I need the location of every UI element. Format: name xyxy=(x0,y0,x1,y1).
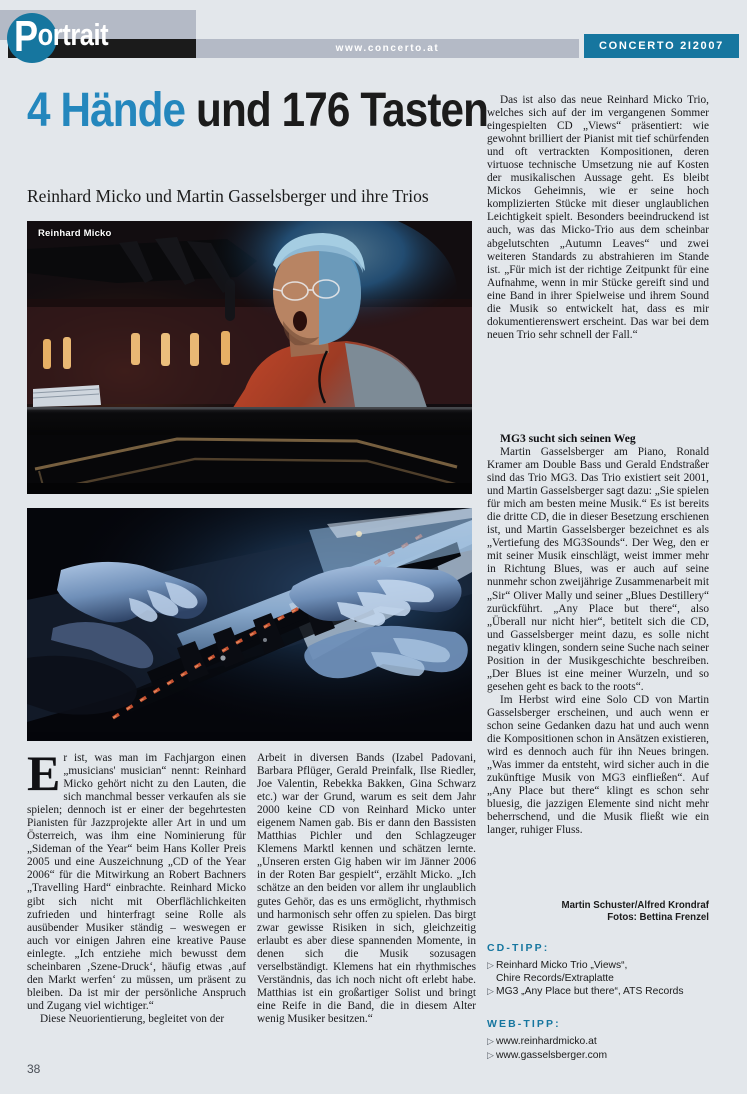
paragraph: Arbeit in diversen Bands (Izabel Padovani, Barbara Pflüger, Gerald Preinfalk, Ilse Riedler, Joe Valentin, Rebekka Bakken, Gina Schwarz etc.) war der Grund, warum es seit dem Jahr 2000 keine CD von Reinhard Micko unter eigenem Namen gab. Bis er dann den Bassisten Matthias Pichler und den Schlagzeuger Klemens Marktl kennen und schätzen lernte. „Unseren ersten Gig haben wir im Jänner 2006 in der Roten Bar gespielt“, erzählt Micko. „Ich schätze an den beiden vor allem ihr unglaublich gutes Gehör, das es uns ermöglicht, rhythmisch und harmonisch sehr offen zu spielen. Das birgt zwar gewisse Risiken in sich, gleichzeitig erlaubt es aber diese spannenden Momente, in denen sich die Musik sozusagen verselbständigt. Klemens hat ein rhythmisches Verständnis, das ich noch nicht oft erlebt habe. Matthias ist ein großartiger Solist und bringt eine Reife in die Band, die in diesem Alter wenig Musiker besitzen.“ xyxy=(257,752,476,1025)
page-subtitle: Reinhard Micko und Martin Gasselsberger und ihre Trios xyxy=(27,186,429,206)
website-url: www.concerto.at xyxy=(335,43,440,54)
credit-authors: Martin Schuster/Alfred Krondraf xyxy=(561,900,709,911)
list-item xyxy=(487,959,715,973)
paragraph: Diese Neuorientierung, begleitet von der xyxy=(40,1012,225,1025)
drop-cap: E xyxy=(27,745,61,801)
page-number: 38 xyxy=(27,1062,41,1076)
cd-tip-box xyxy=(487,942,715,999)
web-tip-box xyxy=(487,1018,715,1062)
page-header xyxy=(0,0,747,72)
photo-1-caption: Reinhard Micko xyxy=(38,228,112,239)
bullet-triangle-icon: ▷ xyxy=(487,960,494,970)
list-item[interactable] xyxy=(487,1035,715,1049)
body-column-right-bottom xyxy=(487,432,709,837)
photo-four-hands xyxy=(27,508,472,741)
page-title xyxy=(27,84,489,137)
bullet-triangle-icon: ▷ xyxy=(487,1049,494,1060)
credit-photos: Fotos: Bettina Frenzel xyxy=(607,912,709,924)
web-tip-link[interactable]: www.gasselsberger.com xyxy=(496,1049,608,1061)
section-label-capital: P xyxy=(14,12,38,61)
paragraph-text: r ist, was man im Fachjargon einen „musicians' musician“ nennt: Reinhard Micko gehört nicht zu den Lauten, die sich manchmal besser verkaufen als sie spielen; dennoch ist er einer der begehrtesten Pianisten für Jazzprojekte aller Art in und um Österreich, was ihm eine Nominierung für „Sideman of the Year“ beim Hans Koller Preis 2005 und eine Auszeichnung „CD of the Year 2006“ für die Mitwirkung an Robert Bachners „Travelling Hard“ einbrachte. Reinhard Micko gibt sich nicht mit Oberflächlichkeiten zufrieden und hinterfragt seine Rolle als ausübender Musiker ständig – weswegen er auch vor einigen Jahren eine kreative Pause einlegte. „Ich entziehe mich bewusst dem scheinbaren ‚Szene-Druck‘, häufig etwas ‚auf den Markt werfen‘ zu müssen, um präsent zu bleiben. Da ist mir der persönliche Anspruch und Zugang viel wichtiger.“ xyxy=(27,752,246,1012)
cd-tip-item-text: Reinhard Micko Trio „Views“, xyxy=(496,960,628,971)
cd-tip-item-text-cont: Chire Records/Extraplatte xyxy=(496,972,614,984)
photo-2-artwork xyxy=(27,508,472,741)
web-tip-title: WEB-TIPP: xyxy=(487,1018,561,1030)
paragraph: Martin Gasselsberger am Piano, Ronald Kramer am Double Bass und Gerald Endstraßer sind das Trio MG3. Das Trio existiert seit 2001, und Martin Gasselsberger sagt dazu: „Sie spielen für mich am besten meine Musik.“ Es ist bereits die dritte CD, die in dieser Besetzung erschienen ist, und Martin Gasselsberger bezeichnet es als „Vertiefung des MG3Sounds“. Der Weg, den er mit seiner Musik einschlägt, weist immer mehr in Richtung Blues, was er auch auf seine nunmehr schon zweijährige Zusammenarbeit mit „Sir“ Oliver Mally und seiner „Blues Destillery“ zurückführt. „Any Place but there“, also „Überall nur nicht hier“, betitelt sich die CD, und Gasselsberger meint dazu, es solle nicht negativ klingen, sondern seine Suche nach seiner Position in der Musikgeschichte beschreiben. „Der Blues ist eine meiner Wurzeln, und so gesehen geht es back to the roots“. xyxy=(487,446,709,693)
bullet-triangle-icon: ▷ xyxy=(487,986,494,997)
paragraph: Im Herbst wird eine Solo CD von Martin Gasselsberger erscheinen, und auch wenn er schon seine Gedanken dazu hat und auch wenn die Kompositionen schon in Ansätzen existieren, wird es dennoch auch für ihn Neues bringen. „Was immer da entsteht, wird sicher auch in die zukünftige Musik von MG3 einfließen“. Auf „Any Place but there“ klingt es schon sehr bluesig, die jazzigen Elemente sind nicht mehr beherrschend, und die Musik fließt wie ein langer, ruhiger Fluss. xyxy=(487,693,709,837)
body-column-right-top xyxy=(487,94,709,342)
section-label-rest: ortrait xyxy=(37,17,109,52)
issue-badge: CONCERTO 2I2007 xyxy=(584,34,739,58)
paragraph: Das ist also das neue Reinhard Micko Trio, welches sich auf der im vergangenen Sommer eingespielten CD „Views“ präsentiert: wie gewohnt brilliert der Pianist mit tief schürfenden und oft vertrackten Kompositionen, deren virtuose technische Umsetzung nie auf Kosten der musikalischen Aussage geht. Es bleibt Mickos Geheimnis, wie er seine hoch komplizierten Stücke mit dieser unglaublichen Leichtigkeit spielt. Besonders beeindruckend ist auch, was das Micko-Trio aus dem scheinbar abgelutschten „Autumn Leaves“ und zwei weiteren Standards zu abstrahieren im Stande ist. „Für mich ist der richtige Zeitpunkt für eine Aufnahme, wenn in mir Stücke gereift sind und eine Band in ihrer Spielweise und ihrem Sound die Musik so entwickelt hat, dass es mir dokumentierenswert erscheint. Das war bei dem neuen Trio sehr schnell der Fall.“ xyxy=(487,94,709,341)
cd-tip-title: CD-TIPP: xyxy=(487,942,550,954)
list-item[interactable] xyxy=(487,1049,715,1063)
body-column-middle xyxy=(257,752,476,1052)
article-credit xyxy=(487,900,709,925)
headline-blue-part: 4 Hände xyxy=(27,84,186,137)
section-subheading: MG3 sucht sich seinen Weg xyxy=(500,432,636,445)
list-item xyxy=(487,985,715,999)
body-column-left xyxy=(27,745,246,1052)
headline-black-part: und 176 Tasten xyxy=(185,84,489,137)
bullet-triangle-icon: ▷ xyxy=(487,1036,494,1046)
paragraph xyxy=(27,745,246,1013)
web-tip-link[interactable]: www.reinhardmicko.at xyxy=(496,1036,597,1047)
cd-tip-item-text: MG3 „Any Place but there“, ATS Records xyxy=(496,986,684,998)
list-item xyxy=(487,973,715,986)
photo-1-artwork xyxy=(27,221,472,494)
section-label xyxy=(14,12,109,61)
photo-reinhard-micko xyxy=(27,221,472,494)
